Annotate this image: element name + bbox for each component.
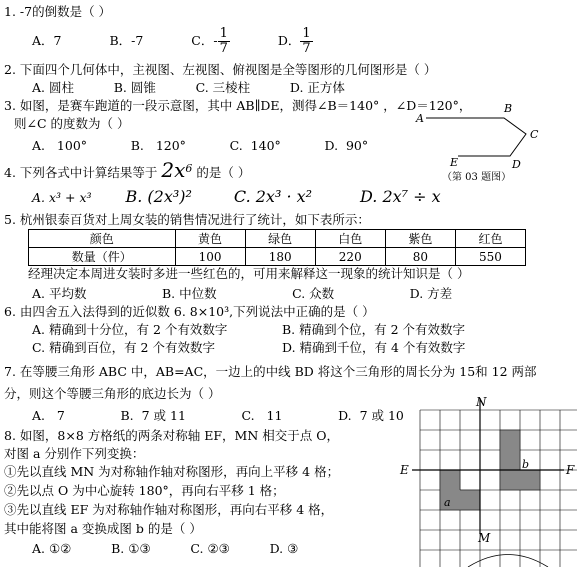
- q5-stem: 5. 杭州银泰百货对上周女装的销售情况进行了统计，如下表所示：: [4, 212, 370, 227]
- q2-stem: 2. 下面四个几何体中，主视图、左视图、俯视图是全等图形的几何图形是（ ）: [4, 62, 437, 77]
- q4-target-exp: 6: [185, 162, 193, 175]
- q4-stem: 4. 下列各式中计算结果等于 $2x^6$ 的是（ ）: [4, 158, 251, 183]
- q7-options[interactable]: A. 7 B. 7 或 11 C. 11 D. 7 或 10: [32, 408, 404, 423]
- q8-options[interactable]: A. ①② B. ①③ C. ②③ D. ③: [32, 541, 299, 556]
- q8-label-n: N: [476, 395, 487, 409]
- q2-options[interactable]: A. 圆柱 B. 圆锥 C. 三棱柱 D. 正方体: [32, 80, 345, 95]
- q8-label-a: a: [444, 496, 451, 509]
- q5-sales-table: [28, 229, 526, 266]
- q4-option-b[interactable]: B. (2x³)²: [125, 187, 192, 206]
- q3-track-path: [426, 118, 526, 156]
- q7-stem-1: 7. 在等腰三角形 ABC 中，AB=AC，一边上的中线 BD 将这个三角形的周长分为 15和 12 两部: [4, 364, 537, 379]
- q8-label-m: M: [478, 531, 491, 545]
- q8-label-e: E: [400, 463, 409, 477]
- q3-label-c: C: [530, 128, 539, 141]
- q3-stem-2: 则∠C 的度数为（ ）: [14, 116, 130, 131]
- q6-stem: 6. 由四舍五入法得到的近似数 6. 8×10³,下列说法中正确的是（ ）: [4, 304, 375, 319]
- q5-data-cell: 180: [245, 248, 315, 266]
- q8-line-4: ②先以点 O 为中心旋转 180°，再向右平移 1 格；: [4, 483, 285, 498]
- q6-option-b[interactable]: B. 精确到个位，有 2 个有效数字: [282, 322, 466, 337]
- q6-option-c[interactable]: C. 精确到百位，有 2 个有效数字: [32, 340, 215, 355]
- q4-option-d[interactable]: D. 2x⁷ ÷ x: [360, 187, 441, 206]
- q3-figure: [412, 100, 562, 185]
- q5-header-cell: 颜色: [29, 230, 176, 248]
- q8-label-b: b: [522, 458, 530, 471]
- q6-option-a[interactable]: A. 精确到十分位，有 2 个有效数字: [32, 322, 228, 337]
- q8-line-5: ③先以直线 EF 为对称轴作轴对称图形，再向右平移 4 格，: [4, 502, 334, 517]
- q5-table-header-row: [29, 230, 526, 248]
- q5-header-cell: 黄色: [175, 230, 245, 248]
- q8-line-6: 其中能将图 a 变换成图 b 的是（ ）: [4, 521, 202, 536]
- q5-options[interactable]: A. 平均数 B. 中位数 C. 众数 D. 方差: [32, 286, 453, 301]
- q5-stem-2: 经理决定本周进女装时多进一些红色的，可用来解释这一现象的统计知识是（ ）: [28, 266, 470, 281]
- q4-option-a[interactable]: A. x³ + x³: [32, 190, 92, 205]
- q8-grid-figure: [398, 394, 577, 567]
- q7-stem-2: 分，则这个等腰三角形的底边长为（ ）: [4, 386, 221, 401]
- q3-options[interactable]: A. 100° B. 120° C. 140° D. 90°: [32, 138, 369, 153]
- q8-line-1: 8. 如图，8×8 方格纸的两条对称轴 EF，MN 相交于点 O，: [4, 428, 339, 443]
- q5-data-cell: 220: [315, 248, 385, 266]
- q8-line-3: ①先以直线 MN 为对称轴作轴对称图形，再向上平移 4 格；: [4, 464, 340, 479]
- q5-table-data-row: [29, 248, 526, 266]
- q5-data-cell: 550: [455, 248, 525, 266]
- q3-stem-1: 3. 如图，是赛车跑道的一段示意图，其中 AB∥DE，测得∠B＝140° ，∠D＝120°，: [4, 98, 472, 113]
- q5-header-cell: 紫色: [385, 230, 455, 248]
- q1-options: [32, 26, 313, 56]
- q5-header-cell: 白色: [315, 230, 385, 248]
- q6-option-d[interactable]: D. 精确到千位，有 4 个有效数字: [282, 340, 466, 355]
- q1-stem: 1. -7的倒数是（ ）: [4, 4, 112, 19]
- q4-option-c[interactable]: C. 2x³ · x²: [233, 187, 313, 206]
- q4-options: [32, 184, 441, 211]
- q1-option-d[interactable]: D． $\frac{1}{7}$: [277, 26, 311, 56]
- q3-label-d: D: [512, 158, 521, 171]
- q5-data-cell: 数量（件）: [29, 248, 176, 266]
- q8-shape-b: [500, 430, 540, 490]
- q8-label-f: F: [566, 463, 575, 477]
- q1-option-b[interactable]: B．-7: [109, 33, 144, 48]
- q3-label-a: A: [416, 112, 424, 125]
- q1-option-c[interactable]: C．- $\frac{1}{7}$: [191, 26, 228, 56]
- q4-target-expr: 2x: [161, 158, 186, 183]
- q3-label-b: B: [504, 102, 513, 115]
- q5-header-cell: 绿色: [245, 230, 315, 248]
- q3-label-e: E: [450, 156, 459, 169]
- q1-option-a[interactable]: A．7: [32, 33, 62, 48]
- q5-data-cell: 100: [175, 248, 245, 266]
- q8-line-2: 对图 a 分别作下列变换：: [4, 446, 145, 461]
- q3-caption: （第 03 题图）: [442, 172, 512, 183]
- q5-data-cell: 80: [385, 248, 455, 266]
- q5-header-cell: 红色: [455, 230, 525, 248]
